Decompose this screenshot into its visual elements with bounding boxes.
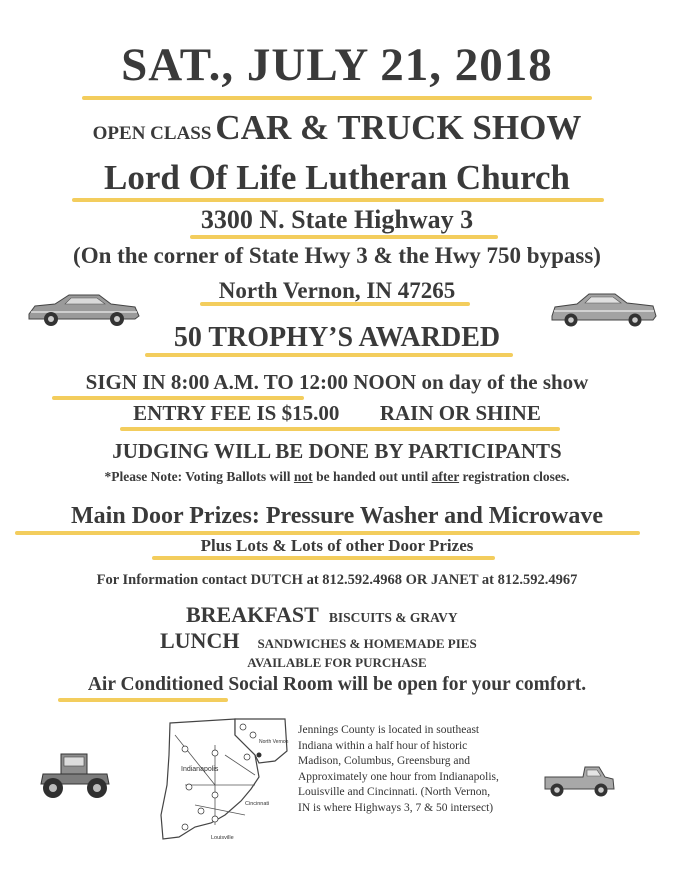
- hot-rod-image: [37, 748, 113, 800]
- event-prefix: OPEN CLASS: [92, 123, 212, 144]
- note-text-a: *Please Note: Voting Ballots will: [104, 469, 294, 484]
- breakfast-items: BISCUITS & GRAVY: [328, 610, 458, 625]
- venue-address: 3300 N. State Highway 3: [200, 205, 474, 234]
- contact-info: For Information contact DUTCH at 812.592.4968 OR JANET at 812.592.4967: [96, 572, 578, 588]
- event-date: SAT., JULY 21, 2018: [121, 39, 553, 91]
- map-label-cincinnati: Cincinnati: [245, 801, 270, 807]
- note-not: not: [293, 469, 313, 484]
- map-description: Jennings County is located in southeast Indiana within a half hour of historic Madison, Columbus, Greensburg and Approximately one hour from Indianapolis, Louisville and Cincinnati. (North Vernon, IN is where Highways 3, 7 & 50 intersect): [298, 724, 499, 814]
- breakfast-label: BREAKFAST: [186, 602, 319, 627]
- social-room: Air Conditioned Social Room will be open for your comfort.: [87, 674, 587, 695]
- highlight-address: [190, 235, 498, 239]
- map-label-north-vernon: North Vernon: [259, 739, 289, 745]
- corner-note: (On the corner of State Hwy 3 & the Hwy 750 bypass): [73, 243, 601, 268]
- highlight-signin: [52, 396, 304, 400]
- entry-fee-line: [0, 401, 674, 426]
- note-text-c: registration closes.: [459, 469, 570, 484]
- available-for-purchase: AVAILABLE FOR PURCHASE: [247, 655, 427, 670]
- ballot-note: [0, 469, 674, 485]
- lunch-label: LUNCH: [160, 628, 240, 653]
- map-label-louisville: Louisville: [211, 835, 234, 841]
- highlight-social: [58, 698, 228, 702]
- highlight-door-prizes: [15, 531, 640, 535]
- lunch-items: SANDWICHES & HOMEMADE PIES: [257, 636, 477, 651]
- venue-name: Lord Of Life Lutheran Church: [103, 158, 571, 197]
- classic-car-image-right: [549, 290, 659, 328]
- lunch-line: [160, 628, 674, 654]
- other-door-prizes: Plus Lots & Lots of other Door Prizes: [200, 536, 474, 555]
- entry-fee: ENTRY FEE IS $15.00: [133, 401, 340, 425]
- venue-city: North Vernon, IN 47265: [218, 278, 456, 303]
- classic-car-image-left: [25, 290, 143, 328]
- note-after: after: [431, 469, 460, 484]
- highlight-date: [82, 96, 592, 100]
- note-text-b: be handed out until: [312, 469, 432, 484]
- rain-or-shine: RAIN OR SHINE: [379, 401, 541, 425]
- breakfast-line: [186, 602, 674, 628]
- pickup-truck-image: [541, 763, 617, 799]
- judging-line: JUDGING WILL BE DONE BY PARTICIPANTS: [112, 439, 562, 463]
- signin-time: SIGN IN 8:00 A.M. TO 12:00 NOON on day of the show: [85, 370, 589, 394]
- event-title: CAR & TRUCK SHOW: [215, 108, 582, 147]
- area-map: [155, 715, 290, 845]
- event-title-line: [0, 108, 674, 148]
- map-label-indianapolis: Indianapolis: [181, 766, 219, 773]
- highlight-venue: [72, 198, 604, 202]
- main-door-prizes: Main Door Prizes: Pressure Washer and Microwave: [71, 503, 603, 529]
- trophies-awarded: 50 TROPHY’S AWARDED: [173, 322, 501, 353]
- highlight-entry: [120, 427, 560, 431]
- highlight-other-prizes: [152, 556, 495, 560]
